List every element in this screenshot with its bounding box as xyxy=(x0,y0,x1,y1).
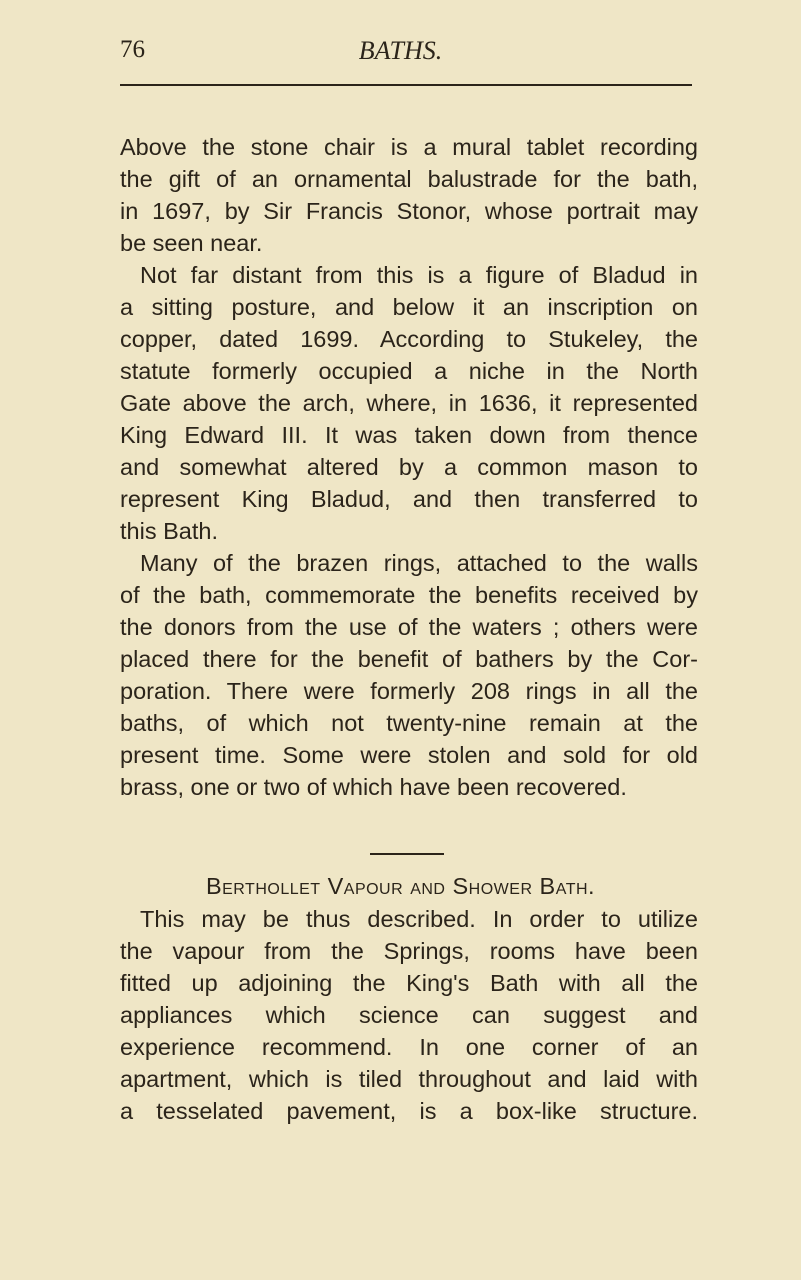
section-2-body xyxy=(120,903,698,1127)
text-line: poration. There were formerly 208 rings in all the xyxy=(120,678,698,704)
text-line: apartment, which is tiled throughout and laid with xyxy=(120,1066,698,1092)
text-line: statute formerly occupied a niche in the North xyxy=(120,358,698,384)
text-line: of the bath, commemorate the benefits received by xyxy=(120,582,698,608)
header-rule xyxy=(120,84,692,86)
text-line: Many of the brazen rings, attached to the walls xyxy=(140,550,698,576)
text-line: this Bath. xyxy=(120,518,218,544)
text-line: experience recommend. In one corner of an xyxy=(120,1034,698,1060)
text-line: Gate above the arch, where, in 1636, it represented xyxy=(120,390,698,416)
text-line: a tesselated pavement, is a box-like structure. xyxy=(120,1098,698,1124)
paragraph xyxy=(120,131,698,259)
text-line: Above the stone chair is a mural tablet recording xyxy=(120,134,698,160)
section-divider xyxy=(370,853,444,855)
text-line: fitted up adjoining the King's Bath with all the xyxy=(120,970,698,996)
text-line: the gift of an ornamental balustrade for the bath, xyxy=(120,166,698,192)
section-heading: Berthollet Vapour and Shower Bath. xyxy=(205,873,596,899)
text-line: the donors from the use of the waters ; others were xyxy=(120,614,698,640)
text-line: brass, one or two of which have been recovered. xyxy=(120,774,627,800)
text-line: This may be thus described. In order to utilize xyxy=(140,906,698,932)
page-number: 76 xyxy=(120,36,145,63)
text-line: copper, dated 1699. According to Stukeley, the xyxy=(120,326,698,352)
text-line: present time. Some were stolen and sold for old xyxy=(120,742,698,768)
section-1-body xyxy=(120,131,698,803)
text-line: and somewhat altered by a common mason to xyxy=(120,454,698,480)
running-title: BATHS. xyxy=(358,36,443,65)
paragraph xyxy=(120,547,698,803)
text-line: placed there for the benefit of bathers by the Cor- xyxy=(120,646,698,672)
paragraph xyxy=(120,259,698,547)
text-line: be seen near. xyxy=(120,230,263,256)
text-line: in 1697, by Sir Francis Stonor, whose portrait may xyxy=(120,198,698,224)
text-line: King Edward III. It was taken down from thence xyxy=(120,422,698,448)
text-line: represent King Bladud, and then transferred to xyxy=(120,486,698,512)
text-line: the vapour from the Springs, rooms have been xyxy=(120,938,698,964)
text-line: Not far distant from this is a figure of Bladud in xyxy=(140,262,698,288)
text-line: appliances which science can suggest and xyxy=(120,1002,698,1028)
text-line: a sitting posture, and below it an inscription on xyxy=(120,294,698,320)
text-line: baths, of which not twenty-nine remain at the xyxy=(120,710,698,736)
